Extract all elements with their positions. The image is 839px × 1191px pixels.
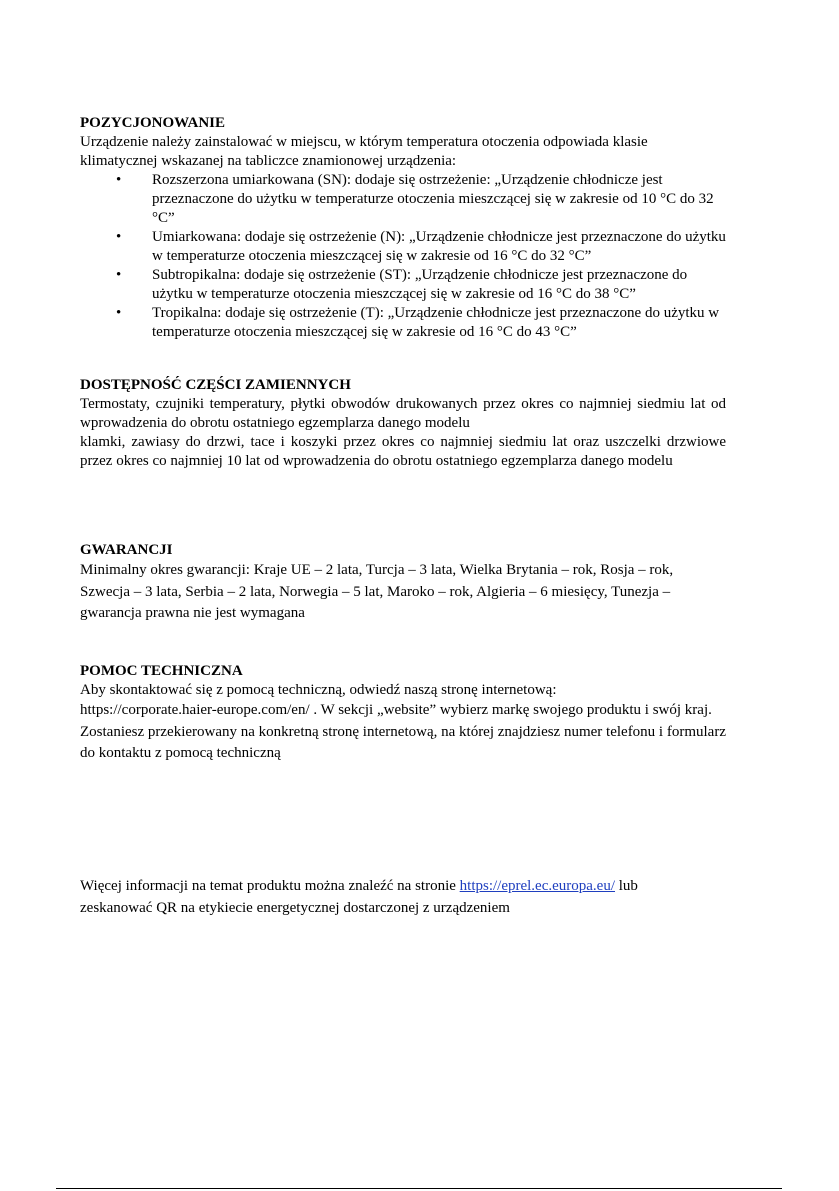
more-info-before-link: Więcej informacji na temat produktu można znaleźć na stronie bbox=[80, 878, 460, 894]
climate-class-st: Subtropikalna: dodaje się ostrzeżenie (ST): „Urządzenie chłodnicze jest przeznaczone do użytku w temperaturze otoczenia mieszczącej się w zakresie od 16 °C do 38 °C” bbox=[152, 267, 688, 302]
eprel-link[interactable]: https://eprel.ec.europa.eu/ bbox=[459, 878, 616, 894]
climate-class-t: Tropikalna: dodaje się ostrzeżenie (T): „Urządzenie chłodnicze jest przeznaczone do użytku w temperaturze otoczenia mieszczącej się w zakresie od 16 °C do 43 °C” bbox=[152, 305, 720, 340]
support-section bbox=[80, 662, 726, 765]
support-heading: POMOC TECHNICZNA bbox=[80, 663, 243, 679]
positioning-intro-line1: Urządzenie należy zainstalować w miejscu, w którym temperatura otoczenia odpowiada klasie bbox=[80, 134, 648, 150]
spare-parts-section bbox=[80, 376, 726, 471]
bullet-icon: • bbox=[116, 305, 122, 321]
list-item bbox=[80, 304, 726, 342]
bullet-icon: • bbox=[116, 267, 122, 283]
footer-rule bbox=[56, 1188, 782, 1189]
spare-parts-paragraph-1: Termostaty, czujniki temperatury, płytki obwodów drukowanych przez okres co najmniej siedmiu lat od wprowadzenia do obrotu ostatniego egzemplarza danego modelu bbox=[80, 396, 726, 431]
positioning-section bbox=[80, 114, 726, 342]
support-line-1: Aby skontaktować się z pomocą techniczną, odwiedź naszą stronę internetową: bbox=[80, 682, 557, 698]
spare-parts-heading: DOSTĘPNOŚĆ CZĘŚCI ZAMIENNYCH bbox=[80, 377, 351, 393]
warranty-section bbox=[80, 541, 726, 625]
climate-class-n: Umiarkowana: dodaje się ostrzeżenie (N): „Urządzenie chłodnicze jest przeznaczone do użytku w temperaturze otoczenia mieszczącej się w zakresie od 16 °C do 32 °C” bbox=[152, 229, 726, 264]
climate-class-sn: Rozszerzona umiarkowana (SN): dodaje się ostrzeżenie: „Urządzenie chłodnicze jest przeznaczone do użytku w temperaturze otoczenia mieszczącej się w zakresie od 10 °C do 32 °C” bbox=[152, 172, 714, 226]
more-info-after-link: lub zeskanować QR na etykiecie energetycznej dostarczonej z urządzeniem bbox=[80, 878, 638, 916]
more-info-section bbox=[80, 876, 726, 919]
list-item bbox=[80, 266, 726, 304]
list-item bbox=[80, 228, 726, 266]
warranty-text: Minimalny okres gwarancji: Kraje UE – 2 lata, Turcja – 3 lata, Wielka Brytania – rok, Rosja – rok, Szwecja – 3 lata, Serbia – 2 lata, Norwegia – 5 lat, Maroko – rok, Algieria – 6 miesięcy, Tunezja – gwarancja prawna nie jest wymagana bbox=[80, 562, 674, 621]
positioning-heading: POZYCJONOWANIE bbox=[80, 115, 226, 131]
support-text: https://corporate.haier-europe.com/en/ . W sekcji „website” wybierz markę swojego produktu i swój kraj. Zostaniesz przekierowany na konkretną stronę internetową, na której znajdziesz numer telefonu i formularz do kontaktu z pomocą techniczną bbox=[80, 702, 726, 761]
bullet-icon: • bbox=[116, 172, 122, 188]
climate-class-list bbox=[80, 171, 726, 342]
list-item bbox=[80, 171, 726, 228]
bullet-icon: • bbox=[116, 229, 122, 245]
more-info-text bbox=[80, 876, 690, 919]
positioning-intro-line2: klimatycznej wskazanej na tabliczce znamionowej urządzenia: bbox=[80, 153, 457, 169]
warranty-heading: GWARANCJI bbox=[80, 542, 173, 558]
spare-parts-paragraph-2: klamki, zawiasy do drzwi, tace i koszyki przez okres co najmniej siedmiu lat oraz uszczelki drzwiowe przez okres co najmniej 10 lat od wprowadzenia do obrotu ostatniego egzemplarza danego modelu bbox=[80, 434, 726, 469]
